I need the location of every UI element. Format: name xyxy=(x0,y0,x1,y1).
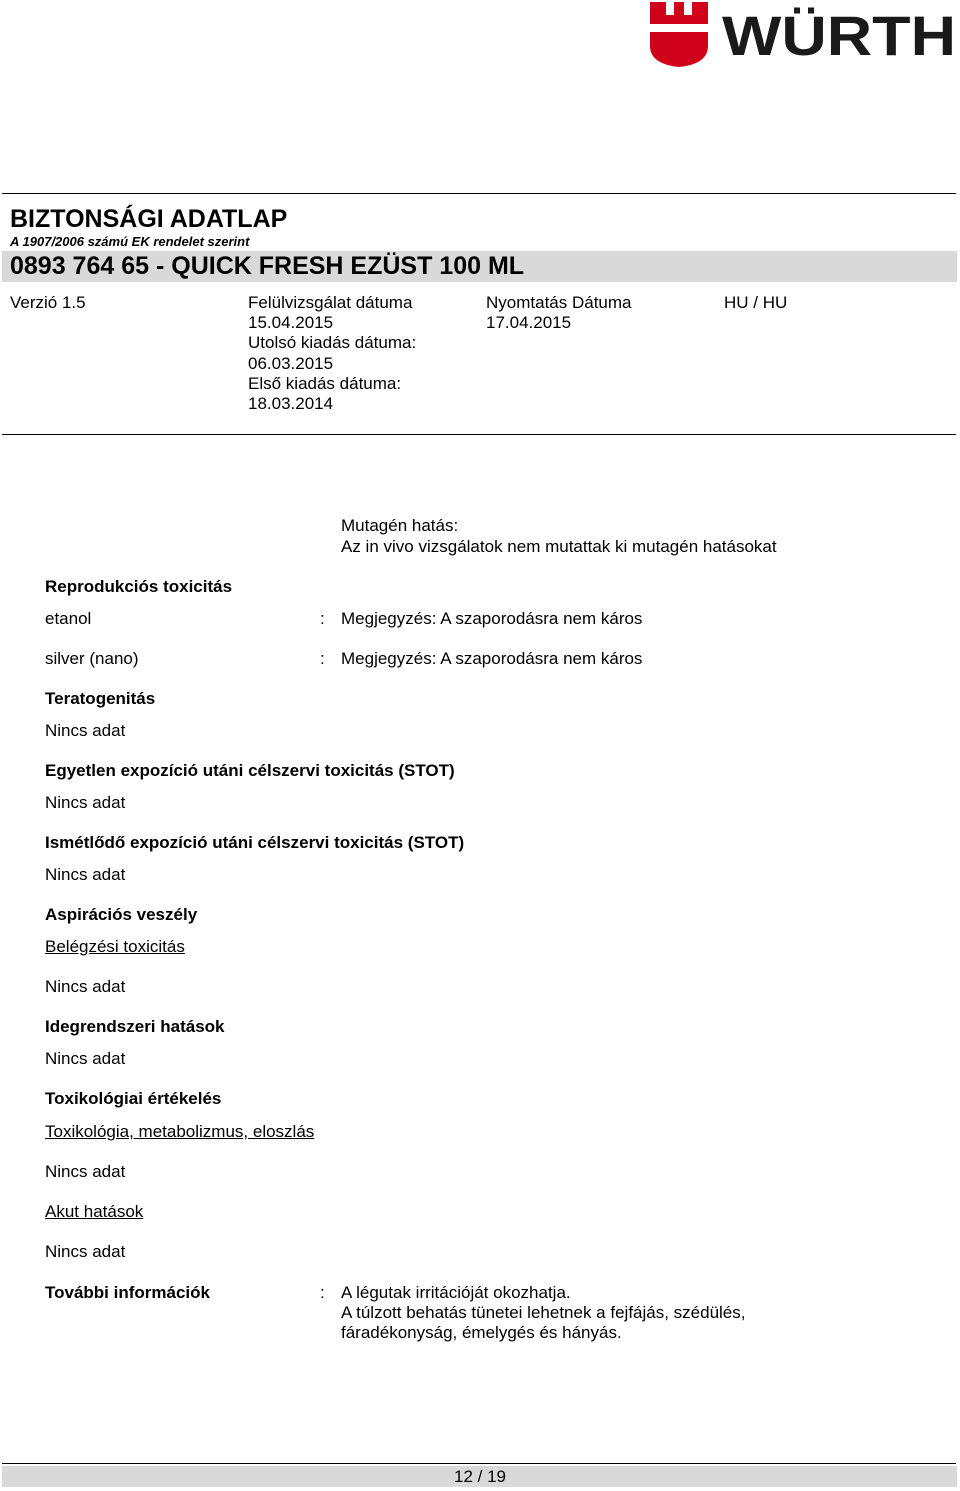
aspiration-heading: Aspirációs veszély xyxy=(45,905,198,924)
neurological-text: Nincs adat xyxy=(45,1049,126,1068)
teratogenicity-heading: Teratogenitás xyxy=(45,689,156,708)
teratogenicity-text: Nincs adat xyxy=(45,721,126,740)
logo-wordmark: WÜRTH xyxy=(722,4,956,67)
mutagen-text: Az in vivo vizsgálatok nem mutattak ki mutagén hatásokat xyxy=(341,537,777,556)
document-title: BIZTONSÁGI ADATLAP xyxy=(10,205,288,233)
substance-name: etanol xyxy=(45,609,92,628)
revision-info xyxy=(248,293,416,414)
version-info xyxy=(10,293,86,313)
further-info-line: A túlzott behatás tünetei lehetnek a fejfájás, szédülés, xyxy=(341,1303,746,1322)
language-info xyxy=(724,293,787,313)
first-issue-label: Első kiadás dátuma: xyxy=(248,373,402,393)
toxicology-metabolism-subheading: Toxikológia, metabolizmus, eloszlás xyxy=(45,1122,315,1141)
toxicological-evaluation-heading: Toxikológiai értékelés xyxy=(45,1089,222,1108)
product-name: 0893 764 65 - QUICK FRESH EZÜST 100 ML xyxy=(10,252,525,280)
mutagen-label: Mutagén hatás: xyxy=(341,516,459,535)
revision-date: 15.04.2015 xyxy=(248,313,334,333)
neurological-heading: Idegrendszeri hatások xyxy=(45,1017,225,1036)
footer-divider xyxy=(2,1463,956,1464)
acute-effects-text: Nincs adat xyxy=(45,1242,126,1261)
acute-effects-subheading: Akut hatások xyxy=(45,1202,144,1221)
row-colon: : xyxy=(320,649,325,668)
further-info-line: fáradékonyság, émelygés és hányás. xyxy=(341,1323,622,1342)
version-label: Verzió 1.5 xyxy=(10,293,86,312)
print-info xyxy=(486,293,632,333)
last-issue-label: Utolsó kiadás dátuma: xyxy=(248,333,417,353)
revision-label: Felülvizsgálat dátuma xyxy=(248,293,413,312)
stot-repeated-text: Nincs adat xyxy=(45,865,126,884)
last-issue-date: 06.03.2015 xyxy=(248,353,334,373)
print-date: 17.04.2015 xyxy=(486,313,572,333)
further-info-line: A légutak irritációját okozhatja. xyxy=(341,1283,571,1302)
header-divider-top xyxy=(2,193,956,194)
first-issue-date: 18.03.2014 xyxy=(248,394,334,414)
row-colon: : xyxy=(320,609,325,628)
stot-single-heading: Egyetlen expozíció utáni célszervi toxicitás (STOT) xyxy=(45,761,455,780)
regulation-subtitle: A 1907/2006 számú EK rendelet szerint xyxy=(10,234,250,249)
inhalation-text: Nincs adat xyxy=(45,977,126,996)
inhalation-subheading: Belégzési toxicitás xyxy=(45,937,185,956)
language-code: HU / HU xyxy=(724,293,788,312)
page-number: 12 / 19 xyxy=(454,1467,506,1486)
stot-single-text: Nincs adat xyxy=(45,793,126,812)
substance-name: silver (nano) xyxy=(45,649,139,668)
reproductive-toxicity-heading: Reprodukciós toxicitás xyxy=(45,577,233,596)
substance-note: Megjegyzés: A szaporodásra nem káros xyxy=(341,649,643,668)
wurth-logo xyxy=(648,0,960,70)
row-colon: : xyxy=(320,1283,325,1302)
header-divider-bottom xyxy=(2,434,956,435)
wurth-logo-icon xyxy=(648,0,960,70)
print-date-label: Nyomtatás Dátuma xyxy=(486,293,632,312)
stot-repeated-heading: Ismétlődő expozíció utáni célszervi toxicitás (STOT) xyxy=(45,833,465,852)
toxicology-metabolism-text: Nincs adat xyxy=(45,1162,126,1181)
substance-note: Megjegyzés: A szaporodásra nem káros xyxy=(341,609,643,628)
further-info-heading: További információk xyxy=(45,1283,210,1302)
